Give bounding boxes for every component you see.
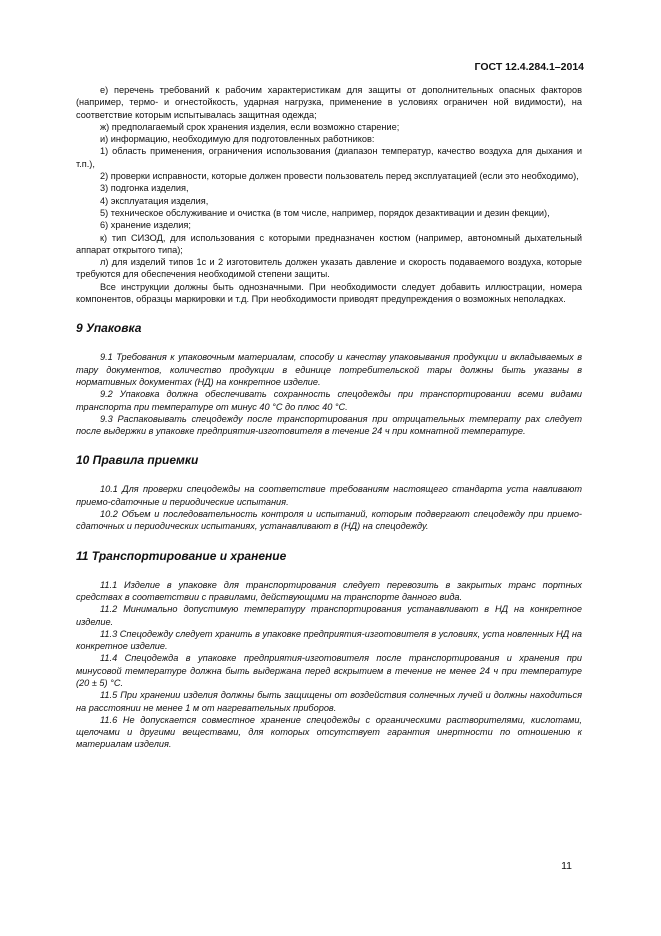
list-item: 4) эксплуатация изделия, [100,195,209,206]
paragraph: 9.3 Распаковывать спецодежду после транспортирования при отрицательных температу рах следует после выдержки в упаковке предприятия-изготовителя в течение 24 ч при комнатной температуре. [76,413,582,437]
page-number: 11 [561,860,572,872]
list-item: ж) предполагаемый срок хранения изделия, если возможно старение; [100,121,400,132]
section-heading-9: 9 Упаковка [76,321,142,336]
paragraph: 10.2 Объем и последовательность контроля и испытаний, которым подвергают спецодежду при приемо-сдаточных и периодических испытаниях, устанавливают в (НД) на спецодежду. [76,509,582,532]
paragraph: 11.1 Изделие в упаковке для транспортирования следует перевозить в закрытых транс портных средствах в соответствии с правилами, действующими на транспорте данного вида. [76,579,582,602]
paragraph: 9.2 Упаковка должна обеспечивать сохранность спецодежды при транспортировании всеми видами транспорта при температуре от минус 40 °С до плюс 40 °С. [76,389,582,412]
paragraph: Все инструкции должны быть однозначными. При необходимости следует добавить иллюстрации, номера компонентов, образцы маркировки и т.д. При необходимости приводят предупреждения о возможных неполадках. [76,281,582,305]
paragraph: 11.5 При хранении изделия должны быть защищены от воздействия солнечных лучей и должны находиться на расстоянии не менее 1 м от нагревательных приборов. [76,690,582,713]
document-id: ГОСТ 12.4.284.1–2014 [474,61,584,73]
paragraph: 10.1 Для проверки спецодежды на соответствие требованиям настоящего стандарта уста навливают приемо-сдаточные и периодические испытания. [76,484,582,507]
section-heading-11: 11 Транспортирование и хранение [76,548,287,563]
list-item: е) перечень требований к рабочим характеристикам для защиты от дополнительных опасных факторов (например, термо- и огнестойкость, ударная нагрузка, применение в условиях ограничен ной видимости), на соответствие которым испытывалась защитная одежда; [76,85,582,120]
list-item: 3) подгонка изделия, [100,183,189,194]
list-item: 1) область применения, ограничения использования (диапазон температур, качество воздуха для дыхания и т.п.), [76,146,582,169]
list-item: 6) хранение изделия; [100,220,191,231]
list-item: 5) техническое обслуживание и очистка (в том числе, например, порядок дезактивации и дезин фекции), [100,207,550,218]
paragraph: 11.6 Не допускается совместное хранение спецодежды с органическими растворителями, кислотами, щелочами и другими веществами, для которых отсутствует гарантия инертности по отношению к материалам изделия. [76,714,582,750]
list-item: и) информацию, необходимую для подготовленных работников: [100,134,375,145]
paragraph: 9.1 Требования к упаковочным материалам, способу и качеству упаковывания продукции и вкладываемых в тару документов, количество продукции в единице потребительской тары должны быть указаны в нормативных документах (НД) на конкретное изделие. [76,352,582,387]
list-item: 2) проверки исправности, которые должен провести пользователь перед эксплуатацией (если это необходимо), [100,171,579,182]
paragraph: 11.2 Минимально допустимую температуру транспортирования устанавливают в НД на конкретное изделие. [76,604,582,627]
paragraph: 11.3 Спецодежду следует хранить в упаковке предприятия-изготовителя в условиях, уста новленных НД на конкретное изделие. [76,628,582,652]
list-item: к) тип СИЗОД, для использования с которыми предназначен костюм (например, автономный дыхательный аппарат открытого типа); [76,232,582,255]
list-item: л) для изделий типов 1с и 2 изготовитель должен указать давление и скорость подаваемого воздуха, которые требуются для обеспечения необходимой степени защиты. [76,257,582,280]
page-content [76,84,582,751]
paragraph: 11.4 Спецодежда в упаковке предприятия-изготовителя после транспортирования и хранения при минусовой температуре должна быть выдержана перед вскрытием в течение не менее 24 ч при температуре (20 ± 5) °С. [76,653,582,688]
section-heading-10: 10 Правила приемки [76,453,199,468]
